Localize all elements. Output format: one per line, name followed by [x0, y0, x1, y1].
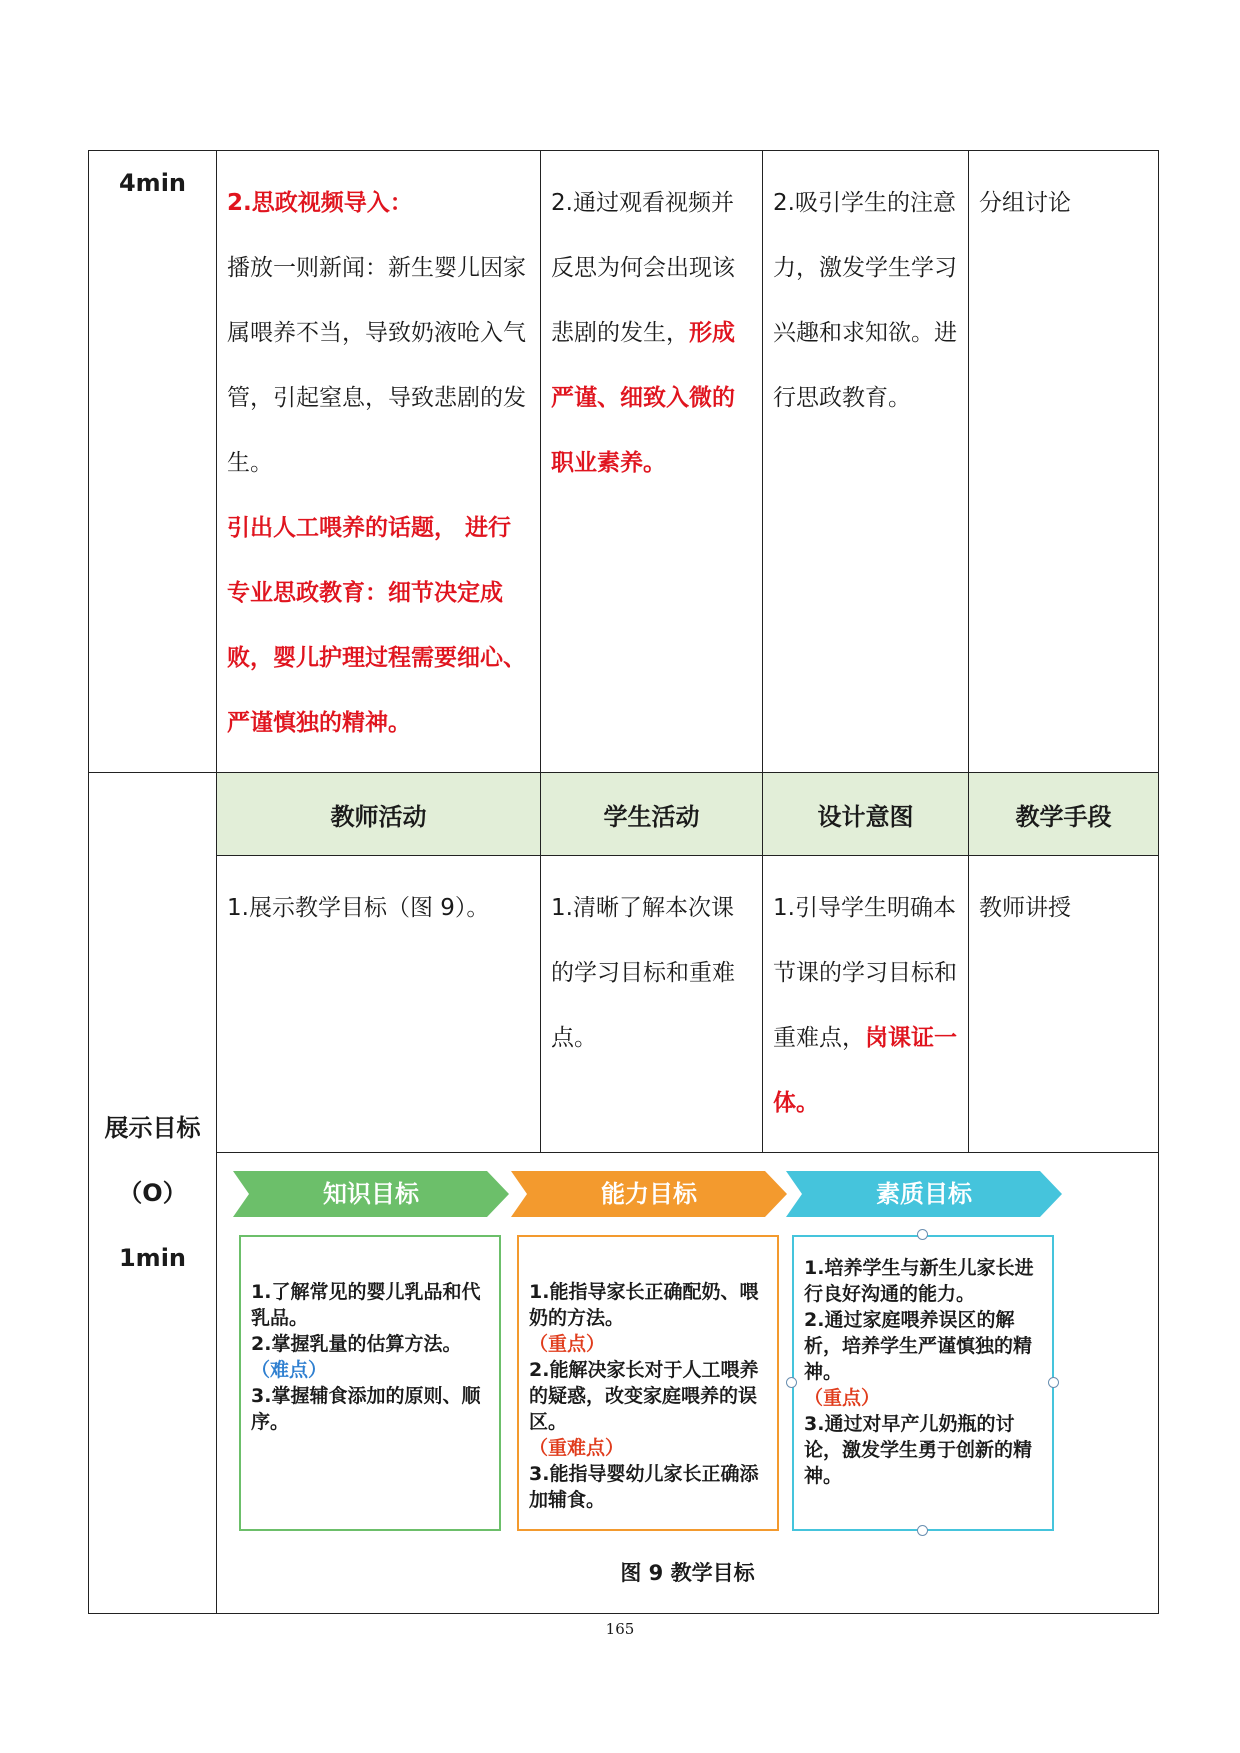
ability-goal-box	[517, 1235, 779, 1531]
student-activity-body: 2.通过观看视频并反思为何会出现该悲剧的发生，	[551, 190, 735, 346]
time-label: 4min	[118, 169, 187, 197]
goal-line: 2.掌握乳量的估算方法。	[251, 1333, 462, 1355]
teacher-activity-heading: 2.思政视频导入：	[227, 190, 413, 216]
teacher-activity-text: 1.展示教学目标（图 9）。	[227, 895, 490, 921]
stage-name: 展示目标	[104, 1113, 201, 1142]
knowledge-goal-title: 知识目标	[323, 1180, 419, 1208]
page-number: 165	[605, 1620, 635, 1638]
header-row	[89, 773, 1159, 856]
header-student-activity: 学生活动	[541, 773, 763, 856]
selection-handle	[917, 1229, 928, 1240]
table-row	[89, 856, 1159, 1153]
design-intent-emphasis: 岗课证一体。	[773, 1025, 957, 1116]
lesson-plan-table	[88, 150, 1159, 1614]
design-intent-cell	[763, 856, 969, 1153]
goal-line: 3.掌握辅食添加的原则、顺序。	[251, 1385, 481, 1433]
teaching-means-cell	[969, 856, 1159, 1153]
goal-line: （重点）	[804, 1387, 881, 1409]
student-activity-text: 1.清晰了解本次课的学习目标和重难点。	[551, 895, 735, 1051]
goal-line: （难点）	[251, 1359, 328, 1381]
stage-time: 1min	[118, 1243, 187, 1272]
stage-code: （O）	[118, 1178, 187, 1207]
quality-goal-title: 素质目标	[876, 1180, 972, 1208]
stage-cell	[89, 773, 217, 1614]
knowledge-goal-banner	[233, 1171, 509, 1217]
goal-line: 1.了解常见的婴儿乳品和代乳品。	[251, 1281, 481, 1329]
quality-goal-box	[792, 1235, 1054, 1531]
goal-line: 2.通过家庭喂养误区的解析，培养学生严谨慎独的精神。	[804, 1309, 1033, 1383]
table-row	[89, 151, 1159, 773]
teaching-means-text: 分组讨论	[979, 190, 1071, 216]
teacher-activity-emphasis: 引出人工喂养的话题， 进行专业思政教育：细节决定成败，婴儿护理过程需要细心、严谨慎独的精神。	[227, 515, 526, 736]
ability-goal-title: 能力目标	[601, 1180, 697, 1208]
teaching-means-text: 教师讲授	[979, 895, 1071, 921]
figure-row	[89, 1153, 1159, 1614]
figure-caption: 图 9 教学目标	[620, 1561, 755, 1585]
goal-line: 1.能指导家长正确配奶、喂奶的方法。	[529, 1281, 759, 1329]
teaching-means-cell	[969, 151, 1159, 773]
goal-line: （重点）	[529, 1333, 606, 1355]
selection-handle	[786, 1377, 797, 1388]
selection-handle	[917, 1525, 928, 1536]
selection-handle	[1048, 1377, 1059, 1388]
goal-line: 3.能指导婴幼儿家长正确添加辅食。	[529, 1463, 759, 1511]
goal-line: 1.培养学生与新生儿家长进行良好沟通的能力。	[804, 1257, 1034, 1305]
goal-line: 3.通过对早产儿奶瓶的讨论，激发学生勇于创新的精神。	[804, 1413, 1033, 1487]
header-design-intent: 设计意图	[763, 773, 969, 856]
student-activity-emphasis: 形成严谨、细致入微的职业素养。	[551, 320, 735, 476]
goal-line: 2.能解决家长对于人工喂养的疑惑，改变家庭喂养的误区。	[529, 1359, 759, 1433]
teacher-activity-cell	[217, 856, 541, 1153]
header-teaching-means: 教学手段	[969, 773, 1159, 856]
design-intent-text: 2.吸引学生的注意力，激发学生学习兴趣和求知欲。进行思政教育。	[773, 190, 957, 411]
goal-line: （重难点）	[529, 1437, 625, 1459]
teacher-activity-body: 播放一则新闻：新生婴儿因家属喂养不当，导致奶液呛入气管，引起窒息，导致悲剧的发生。	[227, 255, 526, 476]
student-activity-cell	[541, 151, 763, 773]
figure-cell	[217, 1153, 1159, 1614]
design-intent-cell	[763, 151, 969, 773]
quality-goal-banner	[786, 1171, 1062, 1217]
design-intent-body: 1.引导学生明确本节课的学习目标和重难点，	[773, 895, 957, 1051]
ability-goal-banner	[511, 1171, 787, 1217]
knowledge-goal-box	[239, 1235, 501, 1531]
header-teacher-activity: 教师活动	[217, 773, 541, 856]
teaching-goals-figure	[217, 1153, 1158, 1613]
student-activity-cell	[541, 856, 763, 1153]
teacher-activity-cell	[217, 151, 541, 773]
time-cell	[89, 151, 217, 773]
